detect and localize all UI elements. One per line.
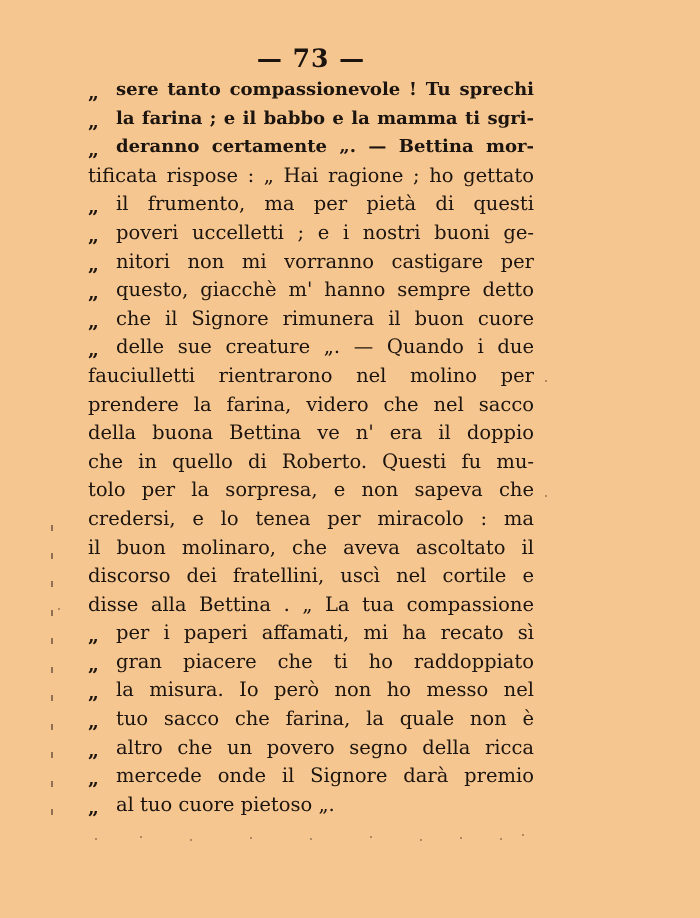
text-line	[88, 276, 534, 305]
text-line	[88, 333, 534, 362]
quote-mark: „	[88, 82, 99, 104]
line-text: credersi, e lo tenea per miracolo : ma	[88, 506, 534, 530]
line-text: tificata rispose : „ Hai ragione ; ho gettato	[88, 163, 534, 187]
line-text: questo, giacchè m' hanno sempre detto	[116, 278, 534, 302]
quote-mark: „	[88, 653, 99, 676]
text-line	[88, 162, 534, 191]
quote-mark: „	[88, 768, 99, 791]
text-line	[88, 534, 534, 563]
quote-mark: „	[88, 253, 99, 276]
line-text: nitori non mi vorranno castigare per	[116, 249, 534, 273]
text-line	[88, 133, 534, 162]
quote-mark: „	[88, 796, 99, 819]
line-text: gran piacere che ti ho raddoppiato	[116, 649, 534, 673]
line-text: tuo sacco che farina, la quale non è	[116, 707, 534, 731]
quote-mark: „	[88, 682, 99, 705]
line-text: mercede onde il Signore darà premio	[116, 764, 534, 788]
text-line	[88, 76, 534, 105]
quote-mark: „	[88, 224, 99, 247]
line-text: della buona Bettina ve n' era il doppio	[88, 421, 534, 445]
body-text	[88, 76, 534, 819]
text-line	[88, 391, 534, 420]
text-line	[88, 648, 534, 677]
page-number: — 73 —	[256, 44, 366, 73]
line-text: discorso dei fratellini, uscì nel cortile e	[88, 564, 534, 588]
text-line	[88, 219, 534, 248]
quote-mark: „	[88, 711, 99, 734]
quote-mark: „	[88, 139, 99, 162]
line-text: la misura. Io però non ho messo nel	[116, 678, 534, 702]
quote-mark: „	[88, 339, 99, 362]
quote-mark: „	[88, 110, 99, 133]
line-text: delle sue creature „. — Quando i due	[116, 335, 534, 359]
text-line	[88, 419, 534, 448]
line-text: il frumento, ma per pietà di questi	[116, 192, 534, 216]
line-text: per i paperi affamati, mi ha recato sì	[116, 621, 534, 645]
text-line	[88, 619, 534, 648]
line-text: al tuo cuore pietoso „.	[116, 792, 335, 816]
line-text: prendere la farina, videro che nel sacco	[88, 392, 534, 416]
quote-mark: „	[88, 196, 99, 219]
line-text: tolo per la sorpresa, e non sapeva che	[88, 478, 534, 502]
line-text: fauciulletti rientrarono nel molino per	[88, 363, 534, 387]
line-text: che in quello di Roberto. Questi fu mu-	[88, 449, 534, 473]
text-line	[88, 791, 534, 820]
line-text: disse alla Bettina . „ La tua compassione	[88, 592, 534, 616]
text-line	[88, 190, 534, 219]
text-line	[88, 505, 534, 534]
text-line	[88, 676, 534, 705]
line-text: la farina ; e il babbo e la mamma ti sgri-	[116, 107, 534, 129]
text-line	[88, 734, 534, 763]
quote-mark: „	[88, 282, 99, 305]
text-line	[88, 305, 534, 334]
text-line	[88, 705, 534, 734]
text-line	[88, 591, 534, 620]
line-text: altro che un povero segno della ricca	[116, 735, 534, 759]
quote-mark: „	[88, 310, 99, 333]
text-line	[88, 448, 534, 477]
line-text: sere tanto compassionevole ! Tu sprechi	[116, 79, 534, 100]
line-text: poveri uccelletti ; e i nostri buoni ge-	[116, 220, 534, 244]
text-line	[88, 762, 534, 791]
quote-mark: „	[88, 625, 99, 648]
line-text: il buon molinaro, che aveva ascoltato il	[88, 535, 534, 559]
text-line	[88, 105, 534, 134]
text-line	[88, 362, 534, 391]
quote-mark: „	[88, 739, 99, 762]
text-line	[88, 248, 534, 277]
text-line	[88, 476, 534, 505]
line-text: deranno certamente „. — Bettina mor-	[116, 136, 534, 158]
line-text: che il Signore rimunera il buon cuore	[116, 306, 534, 330]
text-line	[88, 562, 534, 591]
